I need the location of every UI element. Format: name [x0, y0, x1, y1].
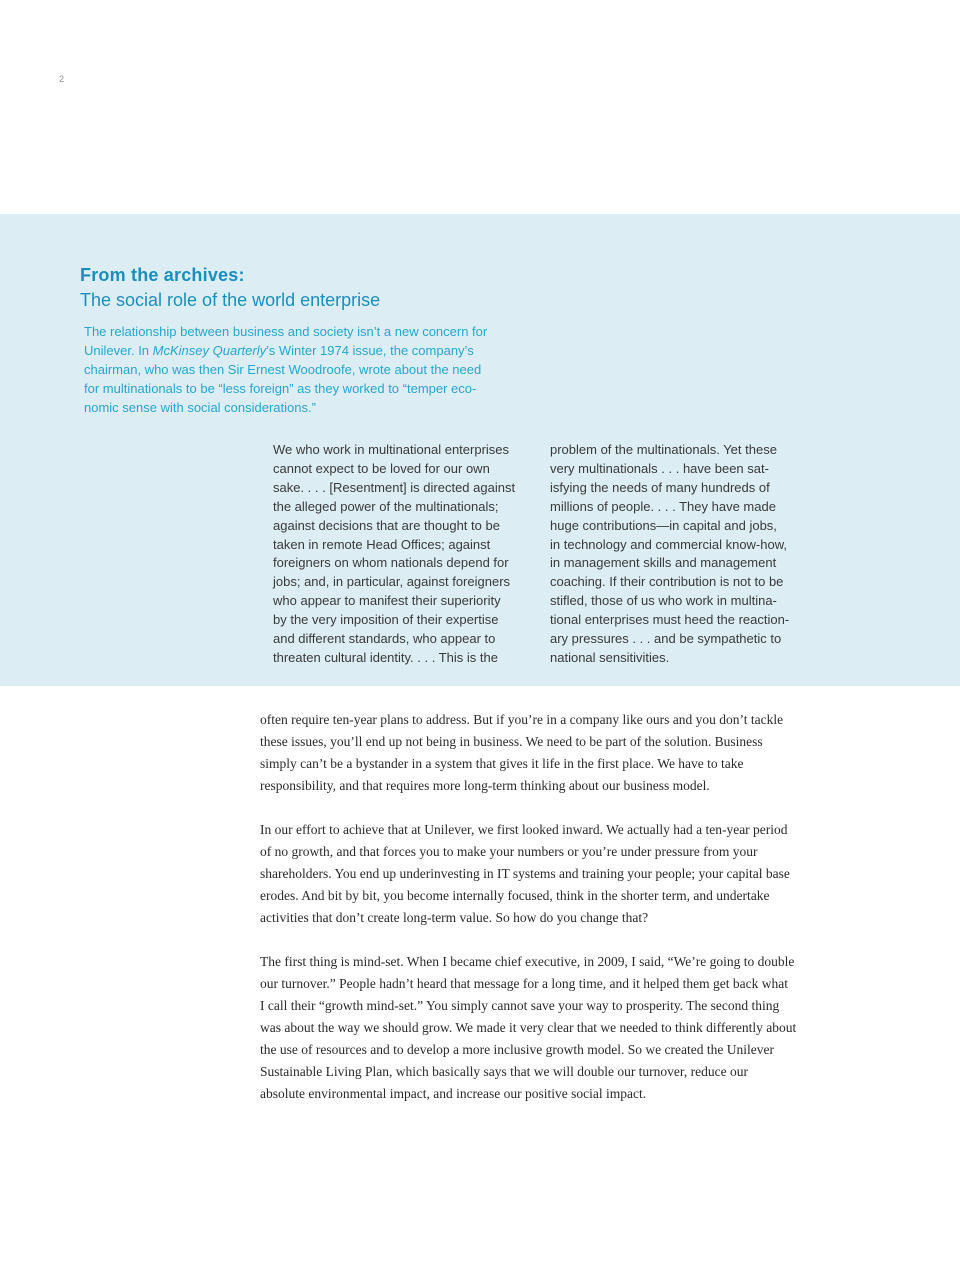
sidebar-heading: From the archives:	[80, 265, 245, 285]
sidebar-subheading: The social role of the world enterprise	[80, 290, 381, 310]
text-line: of no growth, and that forces you to make your numbers or you’re under pressure from your	[260, 844, 758, 859]
intro-line: chairman, who was then Sir Ernest Woodroofe, wrote about the need	[84, 362, 482, 377]
text-line: often require ten-year plans to address. But if you’re in a company like ours and you don’t tackle	[260, 712, 784, 727]
text-line: In our effort to achieve that at Unilever, we first looked inward. We actually had a ten-year period	[260, 822, 788, 837]
text-line: Sustainable Living Plan, which basically says that we will double our turnover, reduce our	[260, 1064, 748, 1079]
sidebar-intro	[84, 322, 524, 417]
text-line: who appear to manifest their superiority	[273, 593, 501, 609]
text-line: jobs; and, in particular, against foreigners	[273, 574, 511, 590]
text-line: activities that don’t create long-term value. So how do you change that?	[260, 910, 649, 925]
text-line: The first thing is mind-set. When I became chief executive, in 2009, I said, “We’re going to double	[260, 954, 795, 969]
text-line: these issues, you’ll end up not being in business. We need to be part of the solution. Business	[260, 734, 763, 749]
text-line: our turnover.” People hadn’t heard that message for a long time, and it helped them get back what	[260, 976, 788, 991]
publication-title: McKinsey Quarterly	[152, 343, 267, 358]
body-paragraph-1	[260, 709, 860, 797]
intro-line: for multinationals to be “less foreign” as they worked to “temper eco-	[84, 381, 477, 396]
text-line: absolute environmental impact, and increase our positive social impact.	[260, 1086, 647, 1101]
text-line: isfying the needs of many hundreds of	[550, 479, 770, 495]
quote-column-right	[550, 441, 820, 668]
text-line: coaching. If their contribution is not to be	[550, 574, 784, 590]
text-line: sake. . . . [Resentment] is directed against	[273, 479, 516, 495]
text-line: foreigners on whom nationals depend for	[273, 555, 509, 571]
quote-column-left	[273, 441, 543, 668]
text-line: threaten cultural identity. . . . This is the	[273, 649, 498, 665]
text-line: ary pressures . . . and be sympathetic to	[550, 631, 782, 647]
text-line: shareholders. You end up underinvesting in IT systems and training your people; your capital base	[260, 866, 790, 881]
text-line: by the very imposition of their expertise	[273, 612, 499, 628]
intro-text: ’s Winter 1974 issue, the company’s	[266, 343, 474, 358]
text-line: huge contributions—in capital and jobs,	[550, 517, 777, 533]
text-line: was about the way we should grow. We made it very clear that we needed to think differently about	[260, 1020, 797, 1035]
text-line: against decisions that are thought to be	[273, 517, 500, 533]
text-line: erodes. And bit by bit, you become internally focused, think in the shorter term, and undertake	[260, 888, 770, 903]
text-line: cannot expect to be loved for our own	[273, 460, 490, 476]
text-line: in management skills and management	[550, 555, 777, 571]
intro-text: Unilever. In	[84, 343, 153, 358]
text-line: I call their “growth mind-set.” You simply cannot save your way to prosperity. The second thing	[260, 998, 780, 1013]
text-line: tional enterprises must heed the reaction-	[550, 612, 790, 628]
text-line: millions of people. . . . They have made	[550, 498, 776, 514]
page-number: 2	[59, 74, 65, 84]
body-paragraph-2	[260, 819, 860, 929]
text-line: problem of the multinationals. Yet these	[550, 442, 777, 457]
text-line: responsibility, and that requires more long-term thinking about our business model.	[260, 778, 710, 793]
text-line: taken in remote Head Offices; against	[273, 536, 491, 552]
text-line: the alleged power of the multinationals;	[273, 498, 499, 514]
intro-line	[84, 341, 524, 360]
text-line: simply can’t be a bystander in a system that gives it life in the first place. We have to take	[260, 756, 744, 771]
text-line: in technology and commercial know-how,	[550, 536, 788, 552]
text-line: and different standards, who appear to	[273, 631, 496, 647]
text-line: very multinationals . . . have been sat-	[550, 460, 769, 476]
body-paragraph-3	[260, 951, 860, 1105]
text-line: stifled, those of us who work in multina-	[550, 593, 777, 609]
intro-line: nomic sense with social considerations.”	[84, 400, 316, 415]
text-line: We who work in multinational enterprises	[273, 442, 510, 457]
intro-line: The relationship between business and society isn’t a new concern for	[84, 324, 488, 339]
text-line: the use of resources and to develop a more inclusive growth model. So we created the Unilever	[260, 1042, 774, 1057]
text-line: national sensitivities.	[550, 649, 670, 665]
